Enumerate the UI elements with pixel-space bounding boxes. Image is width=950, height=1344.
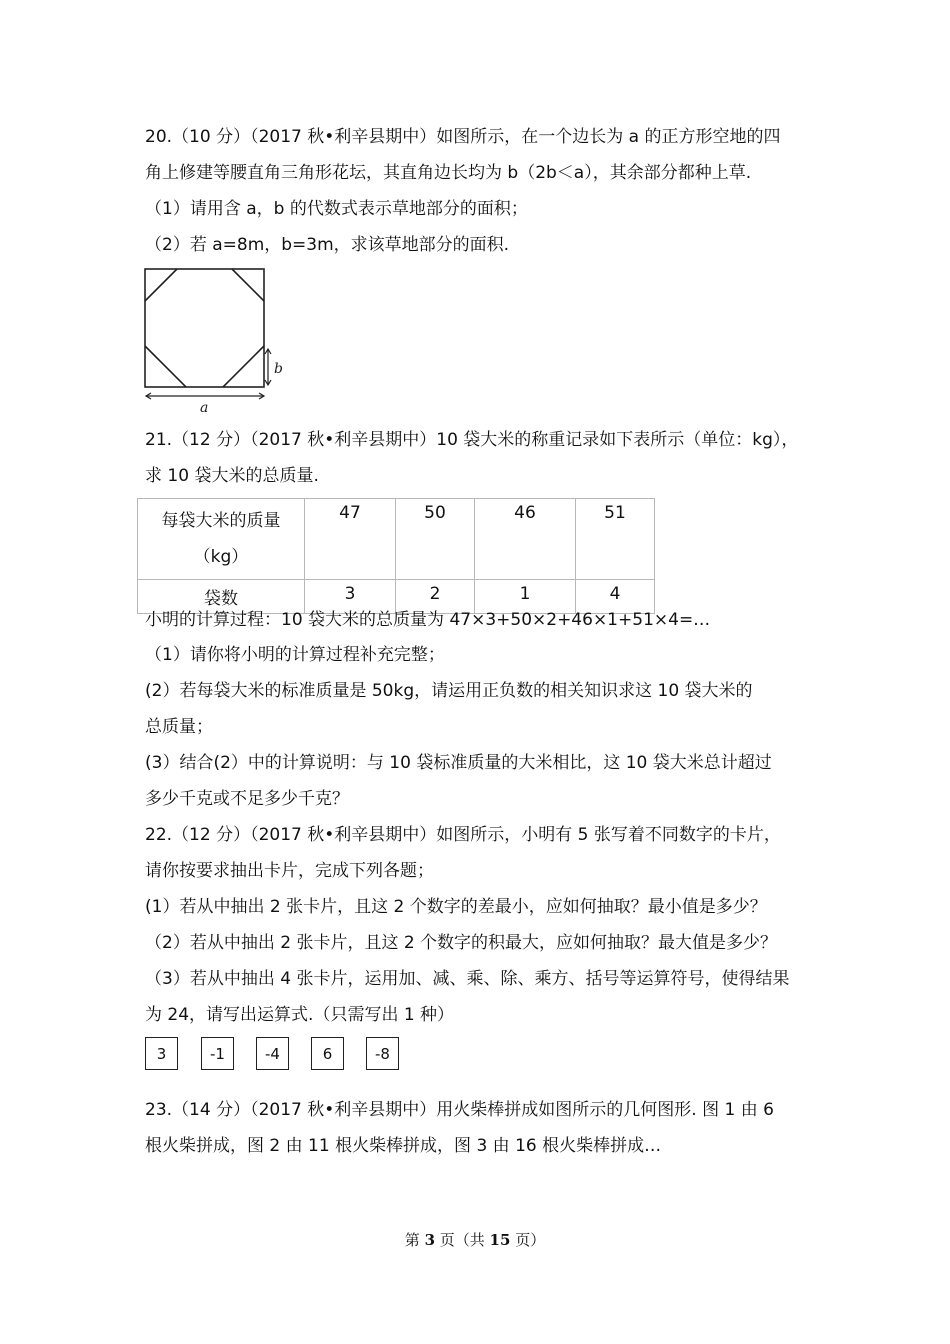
number-card: 3 <box>145 1037 178 1070</box>
q22-line-3: (1）若从中抽出 2 张卡片，且这 2 个数字的差最小，应如何抽取？最小值是多少？ <box>145 897 767 917</box>
number-card: -4 <box>256 1037 289 1070</box>
mass-cell: 50 <box>396 499 475 580</box>
mass-cell: 47 <box>305 499 396 580</box>
q23-line-2: 根火柴拼成，图 2 由 11 根火柴棒拼成，图 3 由 16 根火柴棒拼成… <box>145 1136 662 1156</box>
mass-cell: 46 <box>475 499 576 580</box>
number-card: 6 <box>311 1037 344 1070</box>
q21-line-4: （1）请你将小明的计算过程补充完整； <box>145 645 445 665</box>
footer-suffix: 页） <box>510 1231 546 1249</box>
square-outline <box>145 269 264 387</box>
label-b: b <box>274 361 283 377</box>
q21-line-5: (2）若每袋大米的标准质量是 50kg，请运用正负数的相关知识求这 10 袋大米的 <box>145 681 753 701</box>
square-garden-figure <box>138 262 288 414</box>
footer-prefix: 第 <box>404 1231 425 1249</box>
q21-line-7: (3）结合(2）中的计算说明：与 10 袋标准质量的大米相比，这 10 袋大米总计超过 <box>145 753 772 773</box>
q22-line-2: 请你按要求抽出卡片，完成下列各题； <box>145 861 434 881</box>
corner-triangle-tl <box>145 269 177 301</box>
label-a: a <box>200 400 209 414</box>
number-card: -8 <box>366 1037 399 1070</box>
q21-line-8: 多少千克或不足多少千克？ <box>145 789 349 809</box>
q22-line-4: （2）若从中抽出 2 张卡片，且这 2 个数字的积最大，应如何抽取？最大值是多少？ <box>145 933 778 953</box>
q21-line-6: 总质量； <box>145 717 213 737</box>
page-footer <box>0 1229 950 1250</box>
count-header-cell: 袋数 <box>138 580 305 614</box>
count-cell: 1 <box>475 580 576 614</box>
mass-header-cell <box>138 499 305 580</box>
corner-triangle-bl <box>145 346 186 387</box>
mass-cell: 51 <box>576 499 655 580</box>
number-card: -1 <box>201 1037 234 1070</box>
mass-header-unit: （kg） <box>193 547 249 567</box>
count-cell: 2 <box>396 580 475 614</box>
footer-total-pages: 15 <box>489 1231 511 1249</box>
q22-line-1: 22.（12 分）（2017 秋•利辛县期中）如图所示，小明有 5 张写着不同数字的卡片， <box>145 825 781 845</box>
corner-triangle-tr <box>232 269 264 301</box>
footer-middle: 页（共 <box>435 1231 490 1249</box>
mass-header-label: 每袋大米的质量 <box>161 511 281 531</box>
count-cell: 3 <box>305 580 396 614</box>
q21-line-1: 21.（12 分）（2017 秋•利辛县期中）10 袋大米的称重记录如下表所示（单位：kg）， <box>145 430 799 450</box>
q22-line-6: 为 24，请写出运算式.（只需写出 1 种） <box>145 1005 455 1025</box>
count-cell: 4 <box>576 580 655 614</box>
q21-line-2: 求 10 袋大米的总质量. <box>145 466 319 486</box>
q20-line-4: （2）若 a=8m，b=3m，求该草地部分的面积. <box>145 235 510 255</box>
corner-triangle-br <box>223 346 264 387</box>
footer-page-number: 3 <box>424 1231 435 1249</box>
q20-line-3: （1）请用含 a，b 的代数式表示草地部分的面积； <box>145 199 528 219</box>
q23-line-1: 23.（14 分）（2017 秋•利辛县期中）用火柴棒拼成如图所示的几何图形. 图 1 由 6 <box>145 1100 774 1120</box>
q22-line-5: （3）若从中抽出 4 张卡片，运用加、减、乘、除、乘方、括号等运算符号，使得结果 <box>145 969 790 989</box>
q20-line-1: 20.（10 分）（2017 秋•利辛县期中）如图所示，在一个边长为 a 的正方形空地的四 <box>145 127 781 147</box>
q21-line-3: 小明的计算过程：10 袋大米的总质量为 47×3+50×2+46×1+51×4=… <box>145 610 711 630</box>
rice-weight-table <box>137 498 655 614</box>
q20-line-2: 角上修建等腰直角三角形花坛，其直角边长均为 b（2b＜a），其余部分都种上草. <box>145 163 752 183</box>
